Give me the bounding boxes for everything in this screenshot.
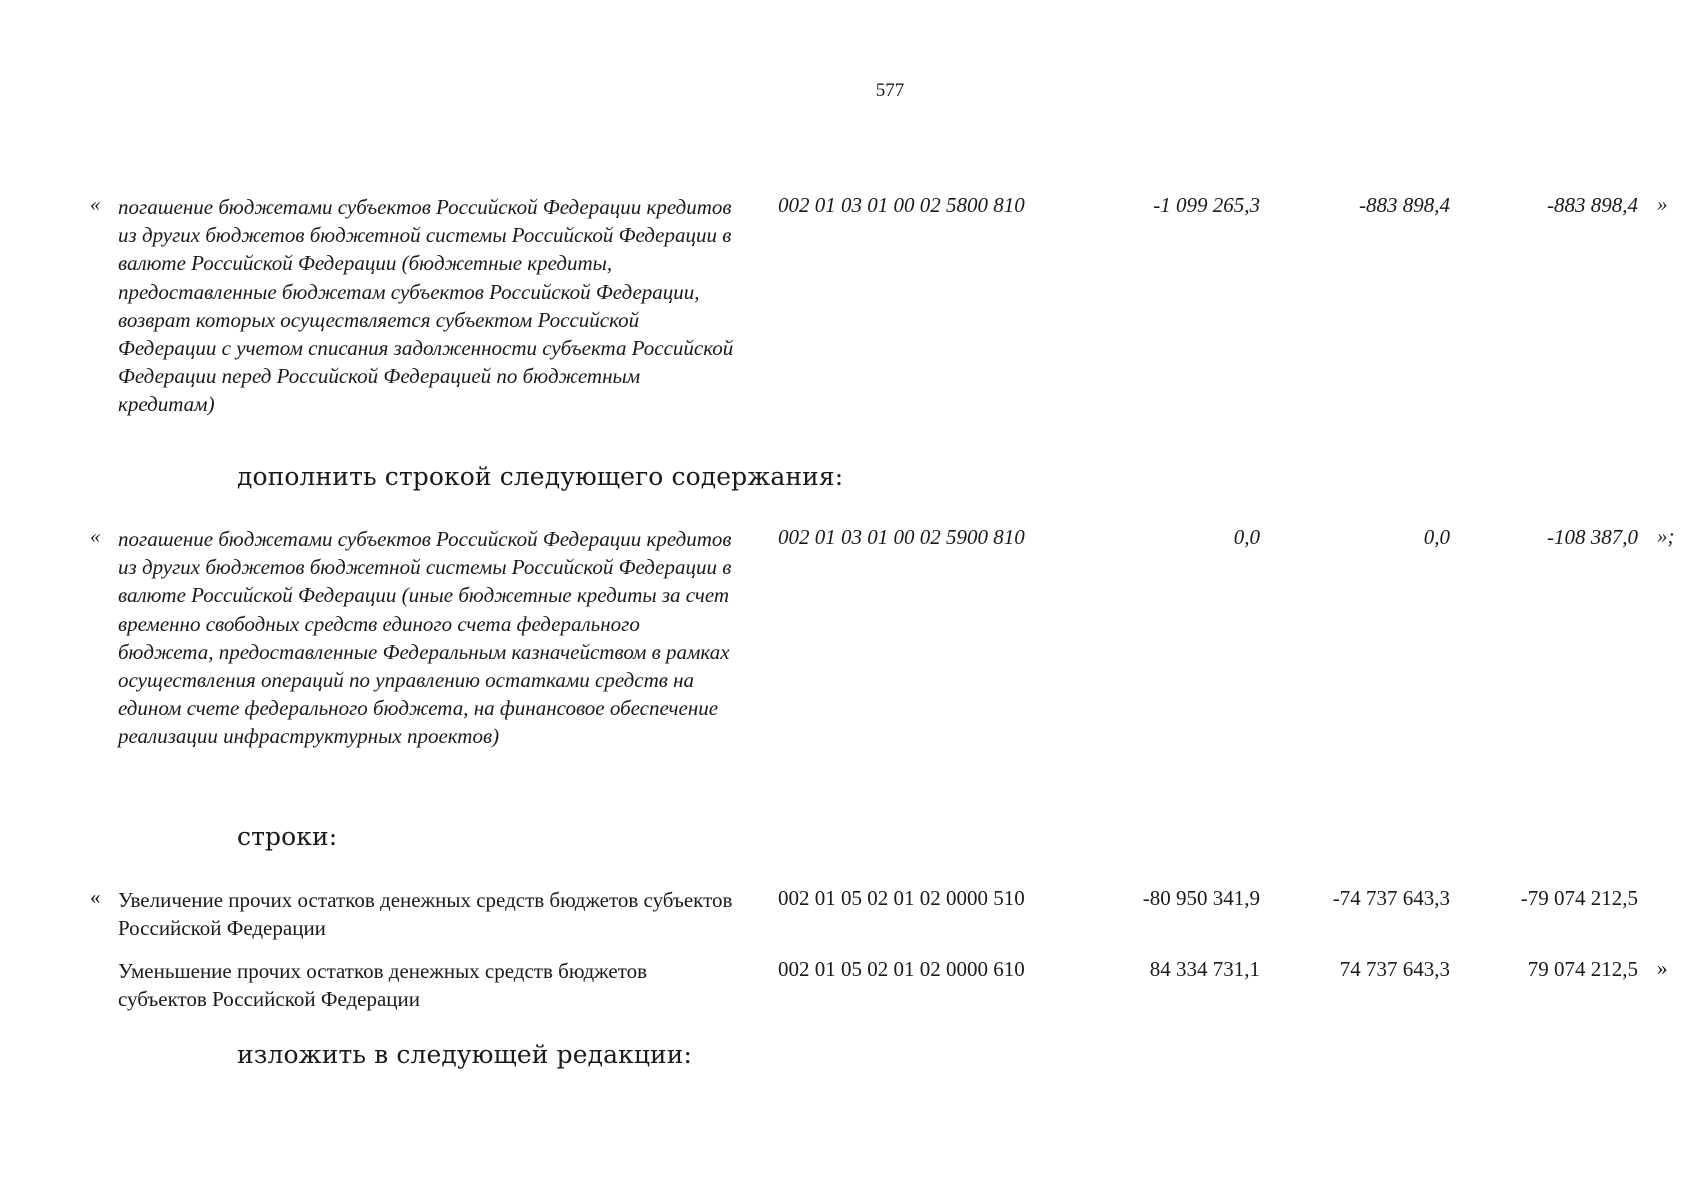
page-number: 577	[875, 80, 905, 101]
opening-quote: «	[90, 524, 101, 548]
instruction-text: изложить в следующей редакции:	[237, 1040, 693, 1069]
budget-code: 002 01 03 01 00 02 5800 810	[778, 193, 1025, 217]
budget-code: 002 01 03 01 00 02 5900 810	[778, 525, 1025, 549]
value-year-2: -883 898,4	[1359, 193, 1450, 217]
instruction-text: строки:	[237, 822, 338, 851]
row-name: Увеличение прочих остатков денежных средств бюджетов субъектов Российской Федерации	[118, 888, 733, 941]
value-year-2: -74 737 643,3	[1332, 886, 1450, 910]
value-year-1: 84 334 731,1	[1149, 957, 1260, 981]
value-year-3: 79 074 212,5	[1527, 957, 1638, 981]
closing-quote: »	[1657, 956, 1668, 980]
value-year-3: -883 898,4	[1547, 193, 1638, 217]
budget-code: 002 01 05 02 01 02 0000 510	[778, 886, 1025, 910]
value-year-3: -79 074 212,5	[1520, 886, 1638, 910]
opening-quote: «	[90, 192, 101, 216]
value-year-2: 74 737 643,3	[1339, 957, 1450, 981]
instruction-text: дополнить строкой следующего содержания:	[237, 462, 844, 491]
value-year-1: -80 950 341,9	[1142, 886, 1260, 910]
value-year-1: 0,0	[1233, 525, 1260, 549]
value-year-3: -108 387,0	[1547, 525, 1638, 549]
closing-quote: »;	[1657, 524, 1675, 548]
budget-code: 002 01 05 02 01 02 0000 610	[778, 957, 1025, 981]
row-name: погашение бюджетами субъектов Российской Федерации кредитов из других бюджетов бюджетной системы Российской Федерации в валюте Российской Федерации (иные бюджетные кредиты за счет временно свободных средств единого счета федерального бюджета, предоставленные Федеральным казначейством в рамках осуществления операций по управлению остатками средств на едином счете федерального бюджета, на финансовое обеспечение реализации инфраструктурных проектов)	[118, 527, 732, 749]
row-name: Уменьшение прочих остатков денежных средств бюджетов субъектов Российской Федерации	[118, 959, 648, 1012]
opening-quote: «	[90, 885, 101, 909]
row-name: погашение бюджетами субъектов Российской Федерации кредитов из других бюджетов бюджетной системы Российской Федерации в валюте Российской Федерации (бюджетные кредиты, предоставленные бюджетам субъектов Российской Федерации, возврат которых осуществляется субъектом Российской Федерации с учетом списания задолженности субъекта Российской Федерации перед Российской Федерацией по бюджетным кредитам)	[118, 195, 734, 417]
value-year-1: -1 099 265,3	[1153, 193, 1260, 217]
closing-quote: »	[1657, 192, 1668, 216]
value-year-2: 0,0	[1423, 525, 1450, 549]
